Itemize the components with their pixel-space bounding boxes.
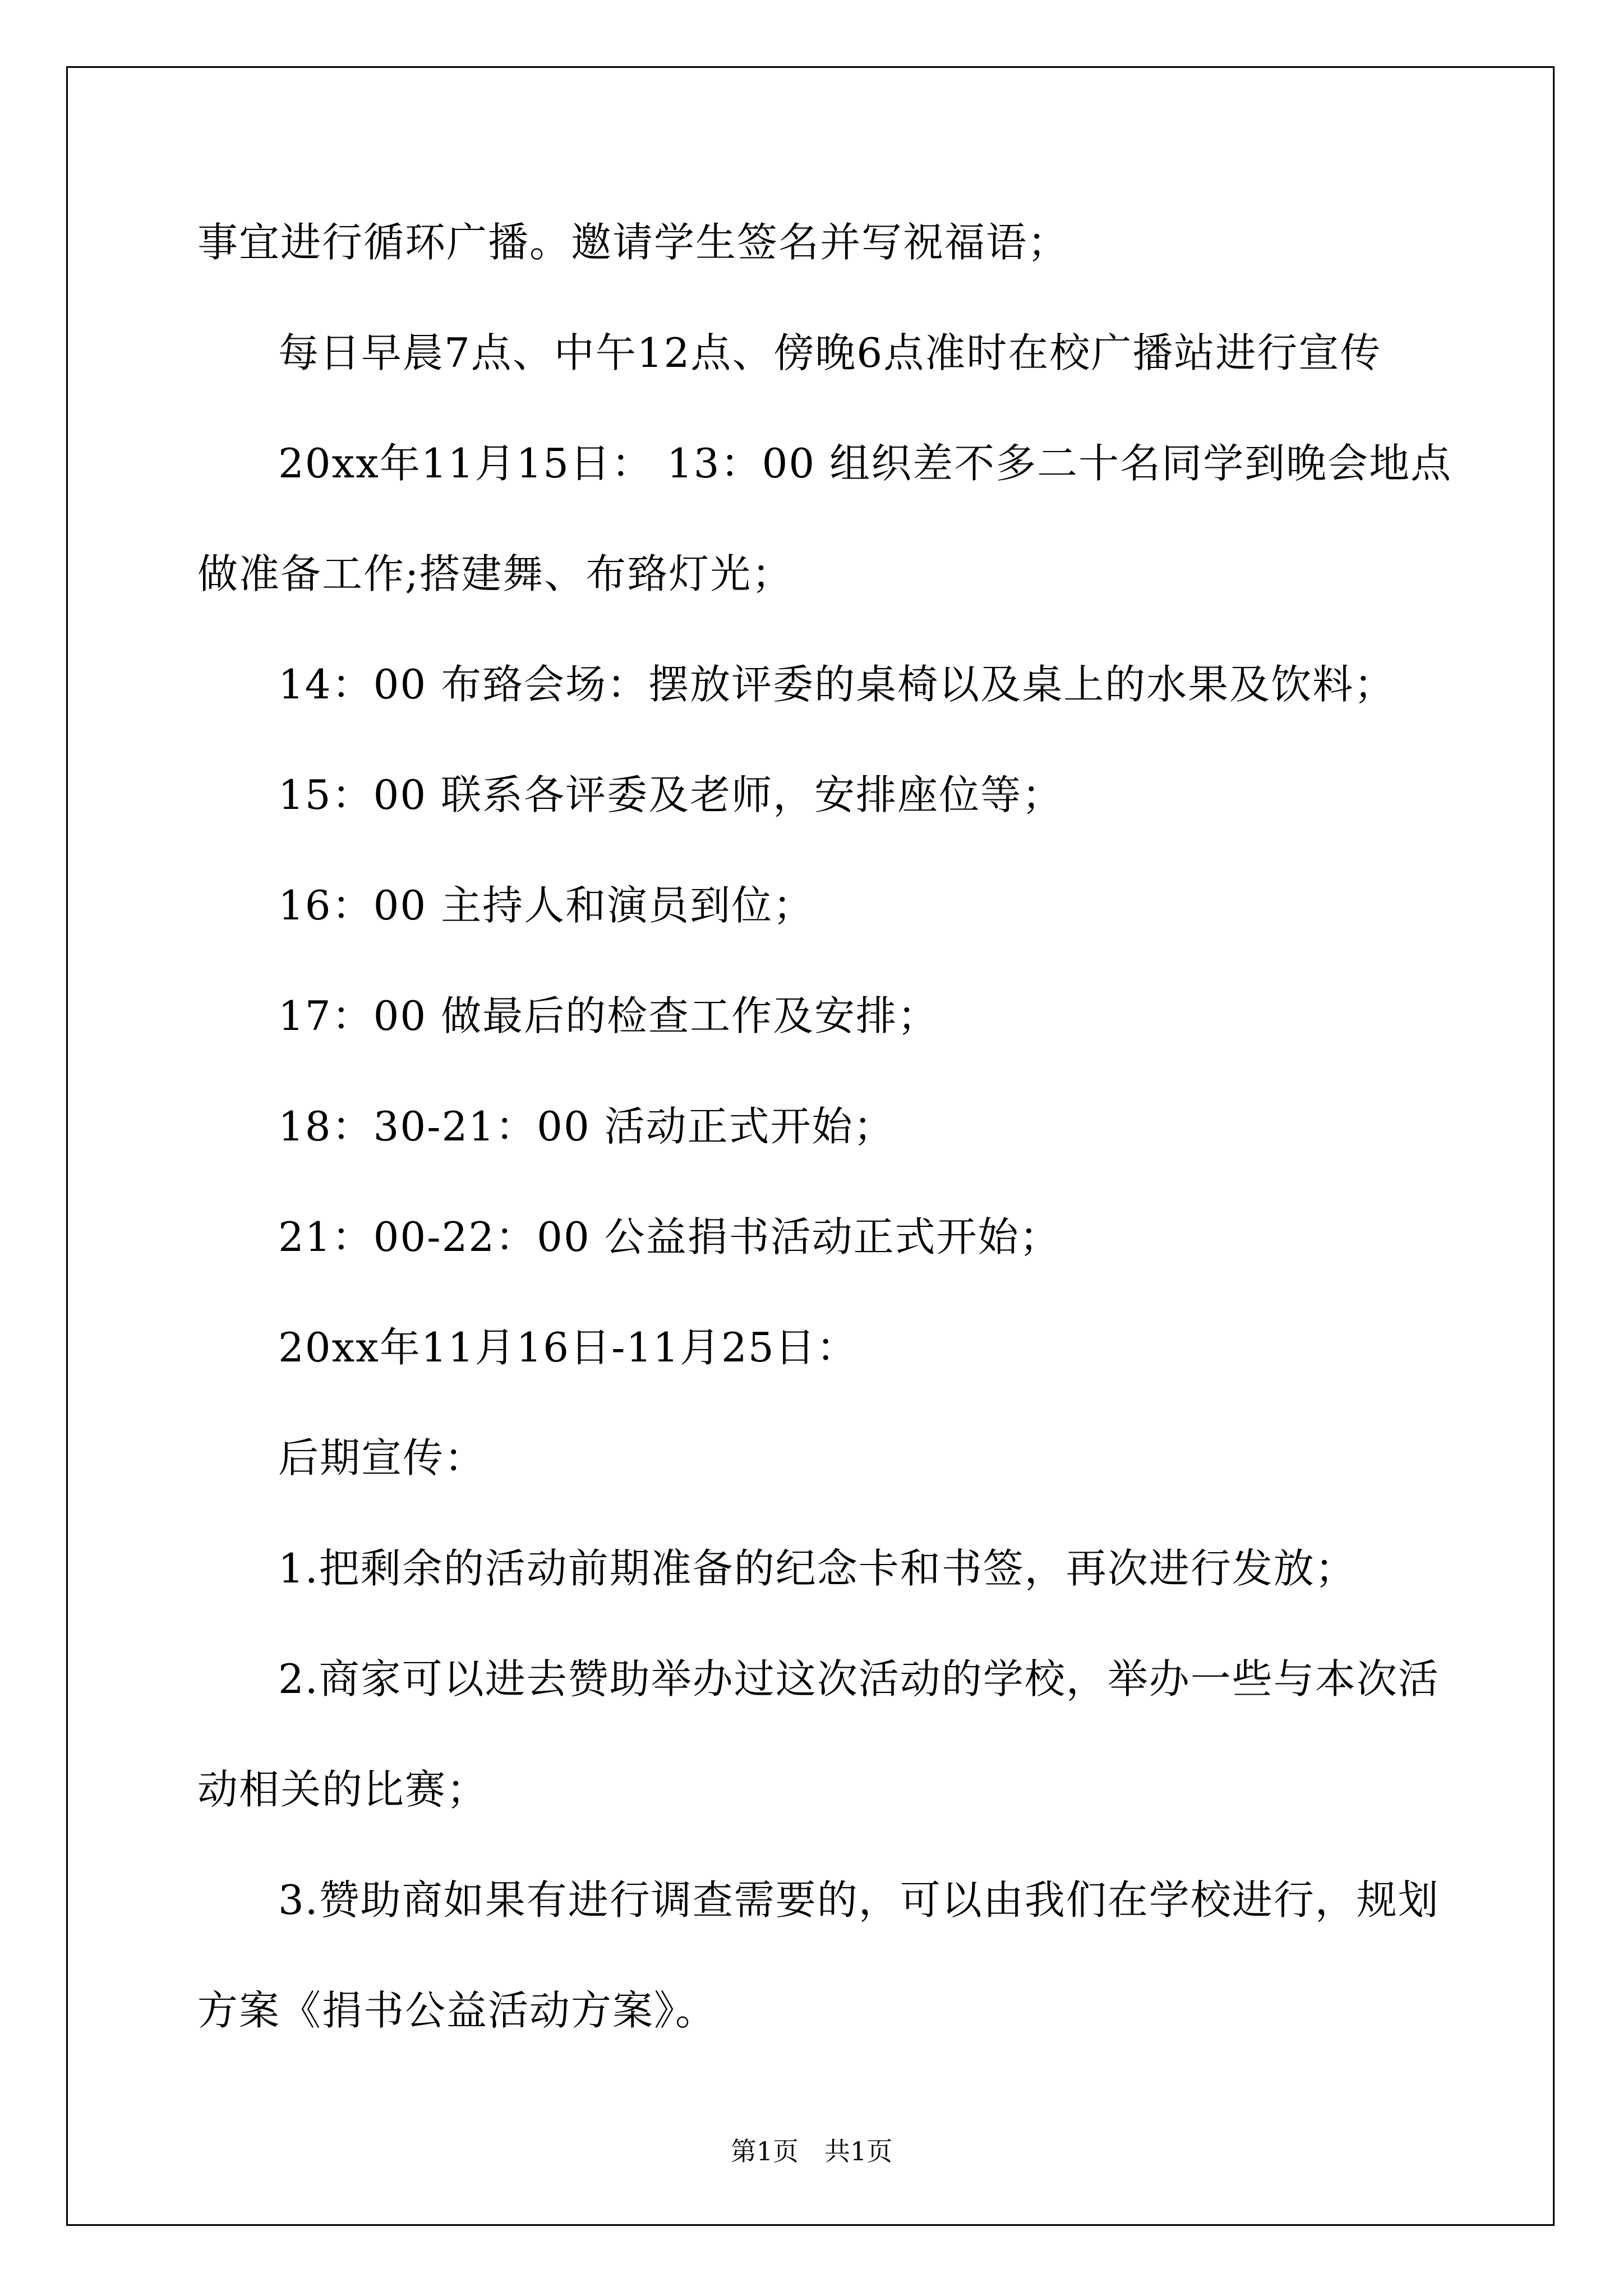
text-line-10: 21：00-22：00 公益捐书活动正式开始； xyxy=(278,1213,1061,1260)
text-line-2: 每日早晨7点、中午12点、傍晚6点准时在校广播站进行宣传 xyxy=(278,329,1382,376)
text-line-7: 16：00 主持人和演员到位； xyxy=(278,882,815,929)
text-line-4: 做准备工作;搭建舞、布臵灯光； xyxy=(197,550,794,597)
text-line-12: 后期宣传： xyxy=(278,1434,486,1481)
text-line-6: 15：00 联系各评委及老师，安排座位等； xyxy=(278,771,1064,818)
text-line-1: 事宜进行循环广播。邀请学生签名并写祝福语； xyxy=(197,219,1069,266)
text-line-17: 方案《捐书公益活动方案》。 xyxy=(197,1987,717,2034)
text-line-16: 3.赞助商如果有进行调查需要的，可以由我们在学校进行，规划 xyxy=(278,1876,1440,1924)
page-number: 第1页 共1页 xyxy=(730,2136,893,2166)
text-line-15: 动相关的比赛； xyxy=(197,1766,488,1813)
text-line-5: 14：00 布臵会场：摆放评委的桌椅以及桌上的水果及饮料； xyxy=(278,661,1396,708)
text-line-14: 2.商家可以进去赞助举办过这次活动的学校，举办一些与本次活 xyxy=(278,1655,1440,1703)
text-line-8: 17：00 做最后的检查工作及安排； xyxy=(278,992,939,1039)
text-line-3: 20xx年11月15日： 13：00 组织差不多二十名同学到晚会地点 xyxy=(278,440,1453,487)
text-line-13: 1.把剩余的活动前期准备的纪念卡和书签，再次进行发放； xyxy=(278,1545,1357,1592)
text-line-11: 20xx年11月16日-11月25日： xyxy=(278,1324,858,1371)
text-line-9: 18：30-21：00 活动正式开始； xyxy=(278,1103,895,1150)
